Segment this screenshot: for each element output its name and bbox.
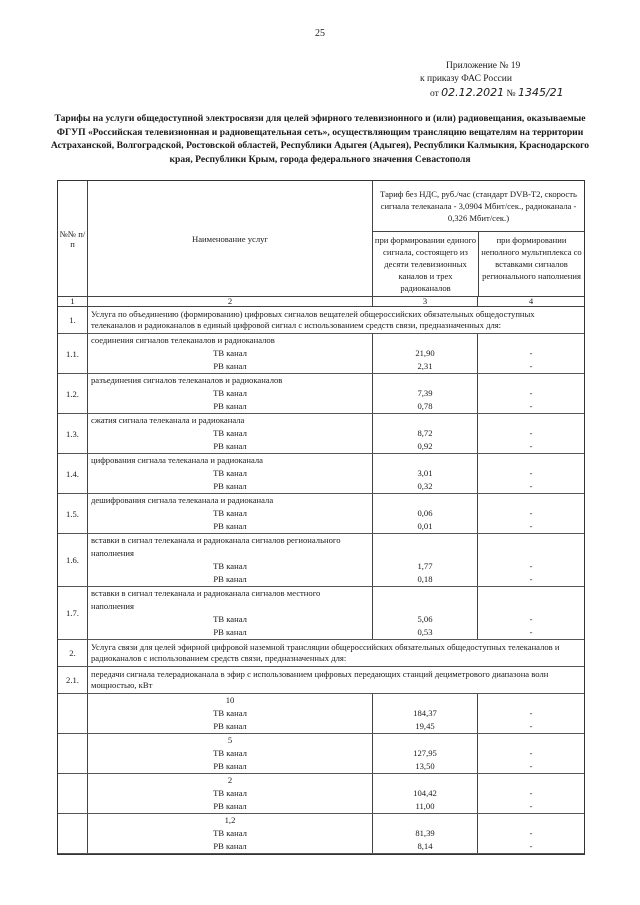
- col-number: 3: [373, 297, 478, 306]
- group-label: цифрования сигнала телеканала и радиоканала: [91, 455, 263, 465]
- row-name: ТВ канал: [213, 508, 247, 518]
- handwritten-order-number: 1345/21: [517, 86, 564, 99]
- group-col3: [373, 774, 478, 813]
- row-name: 10: [225, 695, 235, 705]
- section-row: [58, 307, 584, 334]
- value-col3: 0,01: [417, 521, 433, 531]
- group-row: [58, 454, 584, 494]
- spacer: [478, 454, 584, 467]
- appendix-note: [420, 60, 564, 101]
- document-title: Тарифы на услуги общедоступной электросвязи для целей эфирного телевизионного и (или) радиовещания, оказываемые ФГУП «Российская телевизионная и радиовещательная сеть», осуществляющим трансляцию вещателям на территории Астраханской, Волгоградской, Ростовской областей, Республики Адыгея (Адыгея), Республики Калмыкия, Краснодарского края, Республики Крым, города федерального значения Севастополя: [50, 113, 590, 165]
- group-col4: [478, 694, 584, 733]
- group-names: [88, 334, 373, 373]
- group-number: [58, 774, 88, 813]
- spacer: [373, 494, 477, 507]
- value-col3: 2,31: [417, 361, 433, 371]
- group-col4: [478, 414, 584, 453]
- group-number: 1.3.: [58, 414, 88, 453]
- value-col3: 0,06: [417, 508, 433, 518]
- spacer: [478, 494, 584, 507]
- group-col4: [478, 454, 584, 493]
- group-label: наполнения: [91, 601, 134, 611]
- header-tariff-title: Тариф без НДС, руб./час (стандарт DVB-T2, скорость сигнала телеканала - 3,0904 Мбит/сек., радиоканала - 0,326 Мбит/сек.): [373, 181, 584, 232]
- row-name: ТВ канал: [213, 748, 247, 758]
- spacer: [373, 534, 477, 547]
- table-body: [58, 307, 584, 854]
- row-name: ТВ канал: [213, 561, 247, 571]
- column-numbers-row: [58, 297, 584, 307]
- row-name: РВ канал: [213, 841, 247, 851]
- row-name: РВ канал: [213, 721, 247, 731]
- section-text: передачи сигнала телерадиоканала в эфир с использованием цифровых передающих станций дециметрового диапазона волн мощностью, кВт: [91, 669, 549, 690]
- value-col3: 21,90: [415, 348, 435, 358]
- spacer: [373, 454, 477, 467]
- value-col3: 0,18: [417, 574, 433, 584]
- value-col4: -: [529, 721, 533, 731]
- row-name: ТВ канал: [213, 468, 247, 478]
- group-names: [88, 774, 373, 813]
- value-col4: -: [529, 441, 533, 451]
- value-col4: -: [529, 708, 533, 718]
- row-name: ТВ канал: [213, 788, 247, 798]
- value-col3: 8,72: [417, 428, 433, 438]
- value-col3: 5,06: [417, 614, 433, 624]
- row-name: РВ канал: [213, 761, 247, 771]
- number-label: №: [506, 89, 516, 99]
- group-col3: [373, 414, 478, 453]
- group-number: [58, 694, 88, 733]
- group-names: [88, 534, 373, 586]
- value-col3: 104,42: [413, 788, 437, 798]
- row-name: РВ канал: [213, 521, 247, 531]
- value-col3: [373, 694, 477, 707]
- group-row: [58, 334, 584, 374]
- value-col3: 7,39: [417, 388, 433, 398]
- value-col4: -: [529, 348, 533, 358]
- handwritten-date: 02.12.2021: [441, 86, 505, 99]
- value-col4: -: [529, 841, 533, 851]
- page-number: 25: [315, 28, 325, 39]
- spacer: [478, 587, 584, 600]
- col-number: 4: [528, 296, 534, 306]
- row-name: ТВ канал: [213, 348, 247, 358]
- value-col3: 13,50: [415, 761, 435, 771]
- row-name: ТВ канал: [213, 388, 247, 398]
- value-col3: 184,37: [413, 708, 437, 718]
- value-col3: [373, 734, 477, 747]
- group-col4: [478, 334, 584, 373]
- group-number: 1.1.: [58, 334, 88, 373]
- spacer: [478, 374, 584, 387]
- value-col3: [373, 814, 477, 827]
- group-row: [58, 414, 584, 454]
- group-row: [58, 814, 584, 854]
- spacer: [478, 600, 584, 613]
- group-label: дешифрования сигнала телеканала и радиоканала: [91, 495, 274, 505]
- row-name: РВ канал: [213, 801, 247, 811]
- group-number: 1.2.: [58, 374, 88, 413]
- row-name: 1,2: [224, 815, 236, 825]
- group-label: сжатия сигнала телеканала и радиоканала: [91, 415, 245, 425]
- value-col3: 0,92: [417, 441, 433, 451]
- group-row: [58, 494, 584, 534]
- group-label: наполнения: [91, 548, 134, 558]
- group-number: [58, 734, 88, 773]
- group-names: [88, 374, 373, 413]
- group-number: 1.4.: [58, 454, 88, 493]
- group-number: 1.5.: [58, 494, 88, 533]
- value-col3: 8,14: [417, 841, 433, 851]
- value-col4: -: [529, 574, 533, 584]
- value-col4: -: [529, 361, 533, 371]
- spacer: [373, 587, 477, 600]
- group-names: [88, 694, 373, 733]
- group-names: [88, 494, 373, 533]
- row-name: РВ канал: [213, 441, 247, 451]
- spacer: [373, 334, 477, 347]
- row-name: 5: [227, 735, 233, 745]
- value-col3: [373, 774, 477, 787]
- section-text: Услуга связи для целей эфирной цифровой наземной трансляции общероссийских обязательных общедоступных телеканалов и радиоканалов с использованием средств связи, предназначенных для:: [91, 642, 560, 663]
- value-col3: 0,78: [417, 401, 433, 411]
- group-row: [58, 587, 584, 640]
- appendix-number: Приложение № 19: [446, 61, 521, 71]
- group-number: 1.6.: [58, 534, 88, 586]
- header-tariff: [373, 181, 584, 296]
- value-col3: 3,01: [417, 468, 433, 478]
- value-col4: -: [529, 468, 533, 478]
- group-col4: [478, 374, 584, 413]
- spacer: [478, 334, 584, 347]
- appendix-order: к приказу ФАС России: [420, 74, 512, 84]
- group-col4: [478, 534, 584, 586]
- row-name: ТВ канал: [213, 428, 247, 438]
- row-name: РВ канал: [213, 627, 247, 637]
- group-row: [58, 774, 584, 814]
- appendix-date-line: [420, 86, 564, 101]
- header-col4: при формировании неполного мультиплекса со вставками сигналов регионального наполнения: [481, 235, 582, 281]
- value-col4: [478, 694, 584, 707]
- value-col4: -: [529, 614, 533, 624]
- value-col4: [478, 814, 584, 827]
- row-name: РВ канал: [213, 481, 247, 491]
- value-col4: -: [529, 508, 533, 518]
- group-col3: [373, 374, 478, 413]
- group-row: [58, 694, 584, 734]
- group-number: 1.7.: [58, 587, 88, 639]
- value-col3: 1,77: [417, 561, 433, 571]
- group-number: [58, 814, 88, 853]
- group-names: [88, 454, 373, 493]
- value-col4: [478, 734, 584, 747]
- value-col4: -: [529, 521, 533, 531]
- value-col3: 11,00: [415, 801, 435, 811]
- value-col4: -: [529, 828, 533, 838]
- header-col3: при формировании единого сигнала, состоящего из десяти телевизионных каналов и трех радиоканалов: [373, 232, 479, 296]
- table-header: [58, 181, 584, 297]
- header-number: №№ п/п: [58, 181, 88, 296]
- value-col4: -: [529, 401, 533, 411]
- section-row: [58, 640, 584, 667]
- group-col4: [478, 494, 584, 533]
- group-col3: [373, 454, 478, 493]
- value-col4: -: [529, 561, 533, 571]
- group-col4: [478, 774, 584, 813]
- group-col3: [373, 494, 478, 533]
- group-col3: [373, 334, 478, 373]
- header-service-name: Наименование услуг: [88, 181, 373, 296]
- group-names: [88, 587, 373, 639]
- spacer: [373, 547, 477, 560]
- group-col4: [478, 587, 584, 639]
- group-col3: [373, 534, 478, 586]
- spacer: [373, 600, 477, 613]
- section-row: [58, 667, 584, 694]
- value-col3: 81,39: [415, 828, 435, 838]
- value-col4: -: [529, 801, 533, 811]
- row-name: РВ канал: [213, 361, 247, 371]
- group-label: соединения сигналов телеканалов и радиоканалов: [91, 335, 275, 345]
- value-col4: -: [529, 761, 533, 771]
- section-text: Услуга по объединению (формированию) цифровых сигналов вещателей общероссийских обязательных общедоступных телеканалов и радиоканалов в единый цифровой сигнал с использованием средств связи, предназначенных для:: [91, 309, 535, 330]
- group-row: [58, 734, 584, 774]
- value-col3: 127,95: [413, 748, 437, 758]
- tariff-table: [57, 180, 585, 855]
- group-row: [58, 374, 584, 414]
- group-names: [88, 734, 373, 773]
- value-col4: -: [529, 481, 533, 491]
- value-col4: -: [529, 748, 533, 758]
- date-prefix: от: [430, 89, 439, 99]
- section-number: 2.: [58, 640, 88, 666]
- value-col4: [478, 774, 584, 787]
- section-number: 1.: [58, 307, 88, 333]
- value-col4: -: [529, 788, 533, 798]
- row-name: ТВ канал: [213, 708, 247, 718]
- col-number: 1: [58, 297, 88, 306]
- spacer: [478, 534, 584, 547]
- spacer: [373, 374, 477, 387]
- value-col4: -: [529, 428, 533, 438]
- value-col4: -: [529, 388, 533, 398]
- col-number: 2: [88, 297, 373, 306]
- row-name: ТВ канал: [213, 614, 247, 624]
- group-names: [88, 414, 373, 453]
- group-label: вставки в сигнал телеканала и радиоканала сигналов местного: [91, 588, 321, 598]
- row-name: ТВ канал: [213, 828, 247, 838]
- group-col4: [478, 814, 584, 853]
- group-label: вставки в сигнал телеканала и радиоканала сигналов регионального: [91, 535, 341, 545]
- group-col3: [373, 694, 478, 733]
- value-col3: 0,53: [417, 627, 433, 637]
- row-name: РВ канал: [213, 574, 247, 584]
- spacer: [373, 414, 477, 427]
- group-label: разъединения сигналов телеканалов и радиоканалов: [91, 375, 283, 385]
- value-col3: 0,32: [417, 481, 433, 491]
- group-col3: [373, 734, 478, 773]
- group-names: [88, 814, 373, 853]
- row-name: РВ канал: [213, 401, 247, 411]
- value-col3: 19,45: [415, 721, 435, 731]
- group-col3: [373, 814, 478, 853]
- row-name: 2: [227, 775, 233, 785]
- group-row: [58, 534, 584, 587]
- spacer: [478, 414, 584, 427]
- section-number: 2.1.: [58, 667, 88, 693]
- value-col4: -: [529, 627, 533, 637]
- group-col3: [373, 587, 478, 639]
- spacer: [478, 547, 584, 560]
- group-col4: [478, 734, 584, 773]
